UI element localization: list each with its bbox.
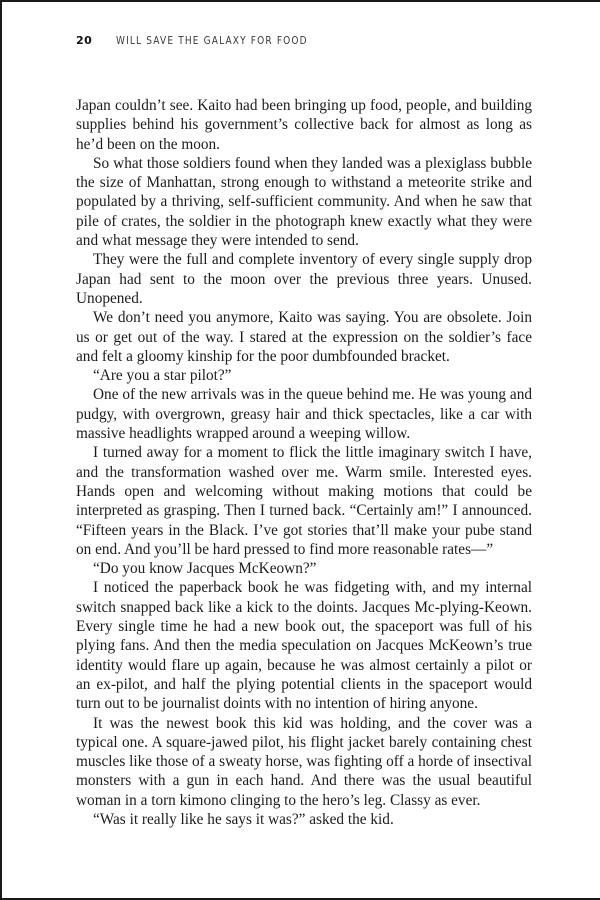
paragraph: It was the newest book this kid was holding, and the cover was a typical one. A square-jawed pilot, his flight jacket barely containing chest muscles like those of a sweaty horse, was fighting off a horde of insectival monsters with a gun in each hand. And there was the usual beautiful woman in a torn kimono clinging to the hero’s leg. Classy as ever.: [76, 714, 532, 809]
paragraph: I turned away for a moment to flick the little imaginary switch I have, and the transformation washed over me. Warm smile. Interested eyes. Hands open and welcoming without making motions that could be interpreted as grasping. Then I turned back. “Certainly am!” I announced. “Fifteen years in the Black. I’ve got stories that’ll make your pube stand on end. And you’ll be hard pressed to find more reasonable rates—”: [76, 444, 532, 558]
dialogue-paragraph: “Do you know Jacques McKeown?”: [93, 560, 317, 578]
dialogue-paragraph: “Are you a star pilot?”: [93, 367, 232, 385]
page-number: 20: [76, 33, 93, 47]
paragraph: They were the full and complete inventory of every single supply drop Japan had sent to the moon over the previous three years. Unused. Unopened.: [76, 251, 532, 307]
body-text: [76, 96, 532, 829]
paragraph-continued: Japan couldn’t see. Kaito had been bringing up food, people, and building supplies behind his government’s collective back for almost as long as he’d been on the moon.: [76, 97, 532, 153]
book-title: WILL SAVE THE GALAXY FOR FOOD: [116, 33, 309, 47]
paragraph: We don’t need you anymore, Kaito was saying. You are obsolete. Join us or get out of the way. I stared at the expression on the soldier’s face and felt a gloomy kinship for the poor dumbfounded bracket.: [76, 309, 532, 365]
running-head: [76, 30, 350, 50]
dialogue-paragraph: “Was it really like he says it was?” asked the kid.: [93, 810, 394, 828]
paragraph: I noticed the paperback book he was fidgeting with, and my internal switch snapped back like a kick to the doints. Jacques Mc-plying-Keown. Every single time he had a new book out, the spaceport was full of his plying fans. And then the media speculation on Jacques McKeown’s true identity would flare up again, because he was almost certainly a pilot or an ex-pilot, and half the plying potential clients in the spaceport would turn out to be journalist doints with no intention of hiring anyone.: [76, 579, 532, 713]
paragraph: One of the new arrivals was in the queue behind me. He was young and pudgy, with overgrown, greasy hair and thick spectacles, like a car with massive headlights wrapped around a weeping willow.: [76, 386, 532, 443]
paragraph: So what those soldiers found when they landed was a plexiglass bubble the size of Manhattan, strong enough to withstand a meteorite strike and populated by a thriving, self-sufficient community. And when he saw that pile of crates, the soldier in the photograph knew exactly what they were and what message they were intended to send.: [76, 154, 532, 250]
